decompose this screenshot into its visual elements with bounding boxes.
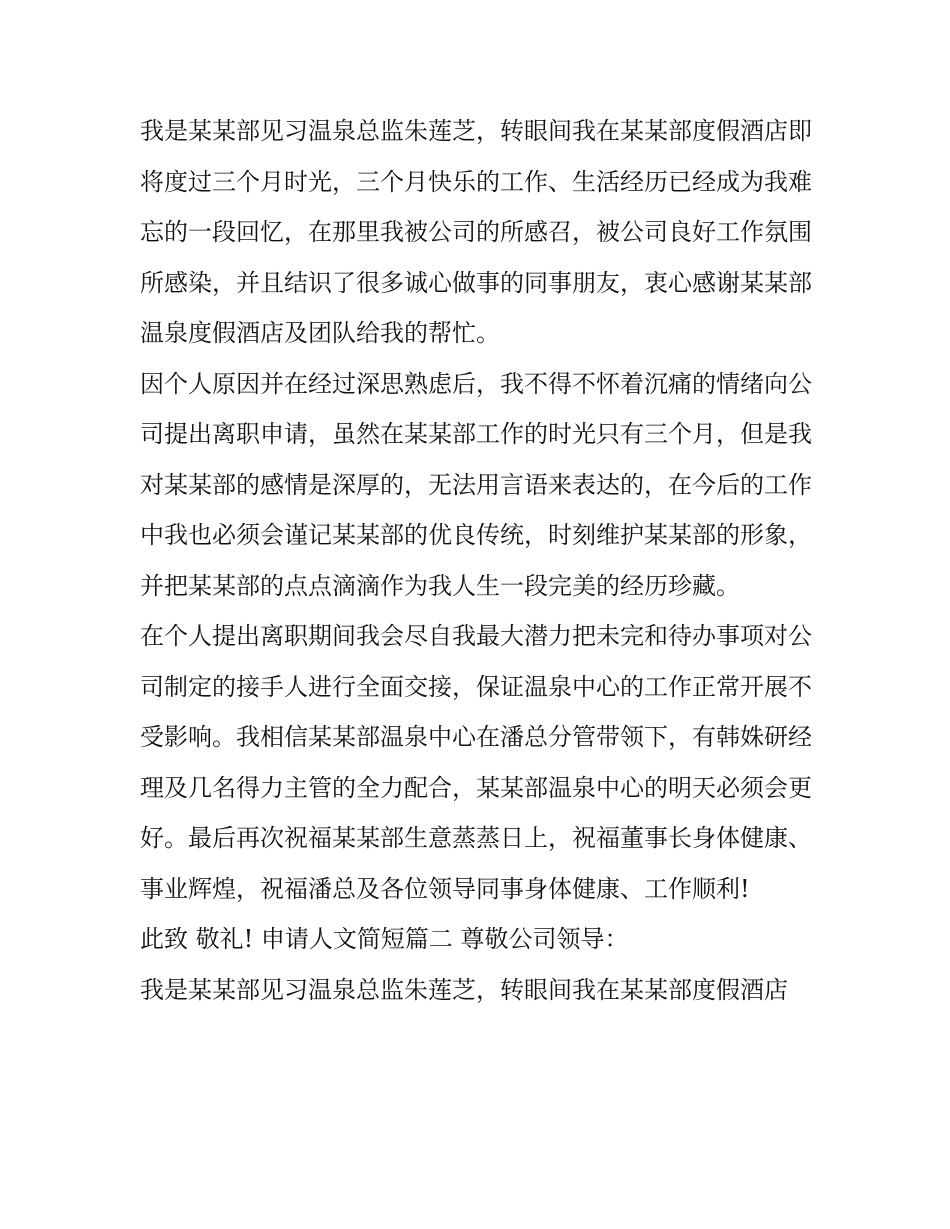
document-body [140,106,812,1015]
paragraph-handover: 在个人提出离职期间我会尽自我最大潜力把未完和待办事项对公司制定的接手人进行全面交接，保证温泉中心的工作正常开展不受影响。我相信某某部温泉中心在潘总分管带领下，有韩姝研经理及几名得力主管的全力配合，某某部温泉中心的明天必须会更好。最后再次祝福某某部生意蒸蒸日上，祝福董事长身体健康、事业辉煌，祝福潘总及各位领导同事身体健康、工作顺利! [140,622,812,903]
paragraph-second-letter-start: 我是某某部见习温泉总监朱莲芝，转眼间我在某某部度假酒店 [140,975,788,1004]
paragraph-closing: 此致 敬礼! 申请人文简短篇二 尊敬公司领导： [140,925,629,953]
paragraph-resignation-reason: 因个人原因并在经过深思熟虑后，我不得不怀着沉痛的情绪向公司提出离职申请，虽然在某某部工作的时光只有三个月，但是我对某某部的感情是深厚的，无法用言语来表达的，在今后的工作中我也必须会谨记某某部的优良传统，时刻维护某某部的形象，并把某某部的点点滴滴作为我人生一段完美的经历珍藏。 [140,369,812,600]
paragraph-intro: 我是某某部见习温泉总监朱莲芝，转眼间我在某某部度假酒店即将度过三个月时光，三个月快乐的工作、生活经历已经成为我难忘的一段回忆，在那里我被公司的所感召，被公司良好工作氛围所感染，并且结识了很多诚心做事的同事朋友，衷心感谢某某部温泉度假酒店及团队给我的帮忙。 [140,117,812,347]
